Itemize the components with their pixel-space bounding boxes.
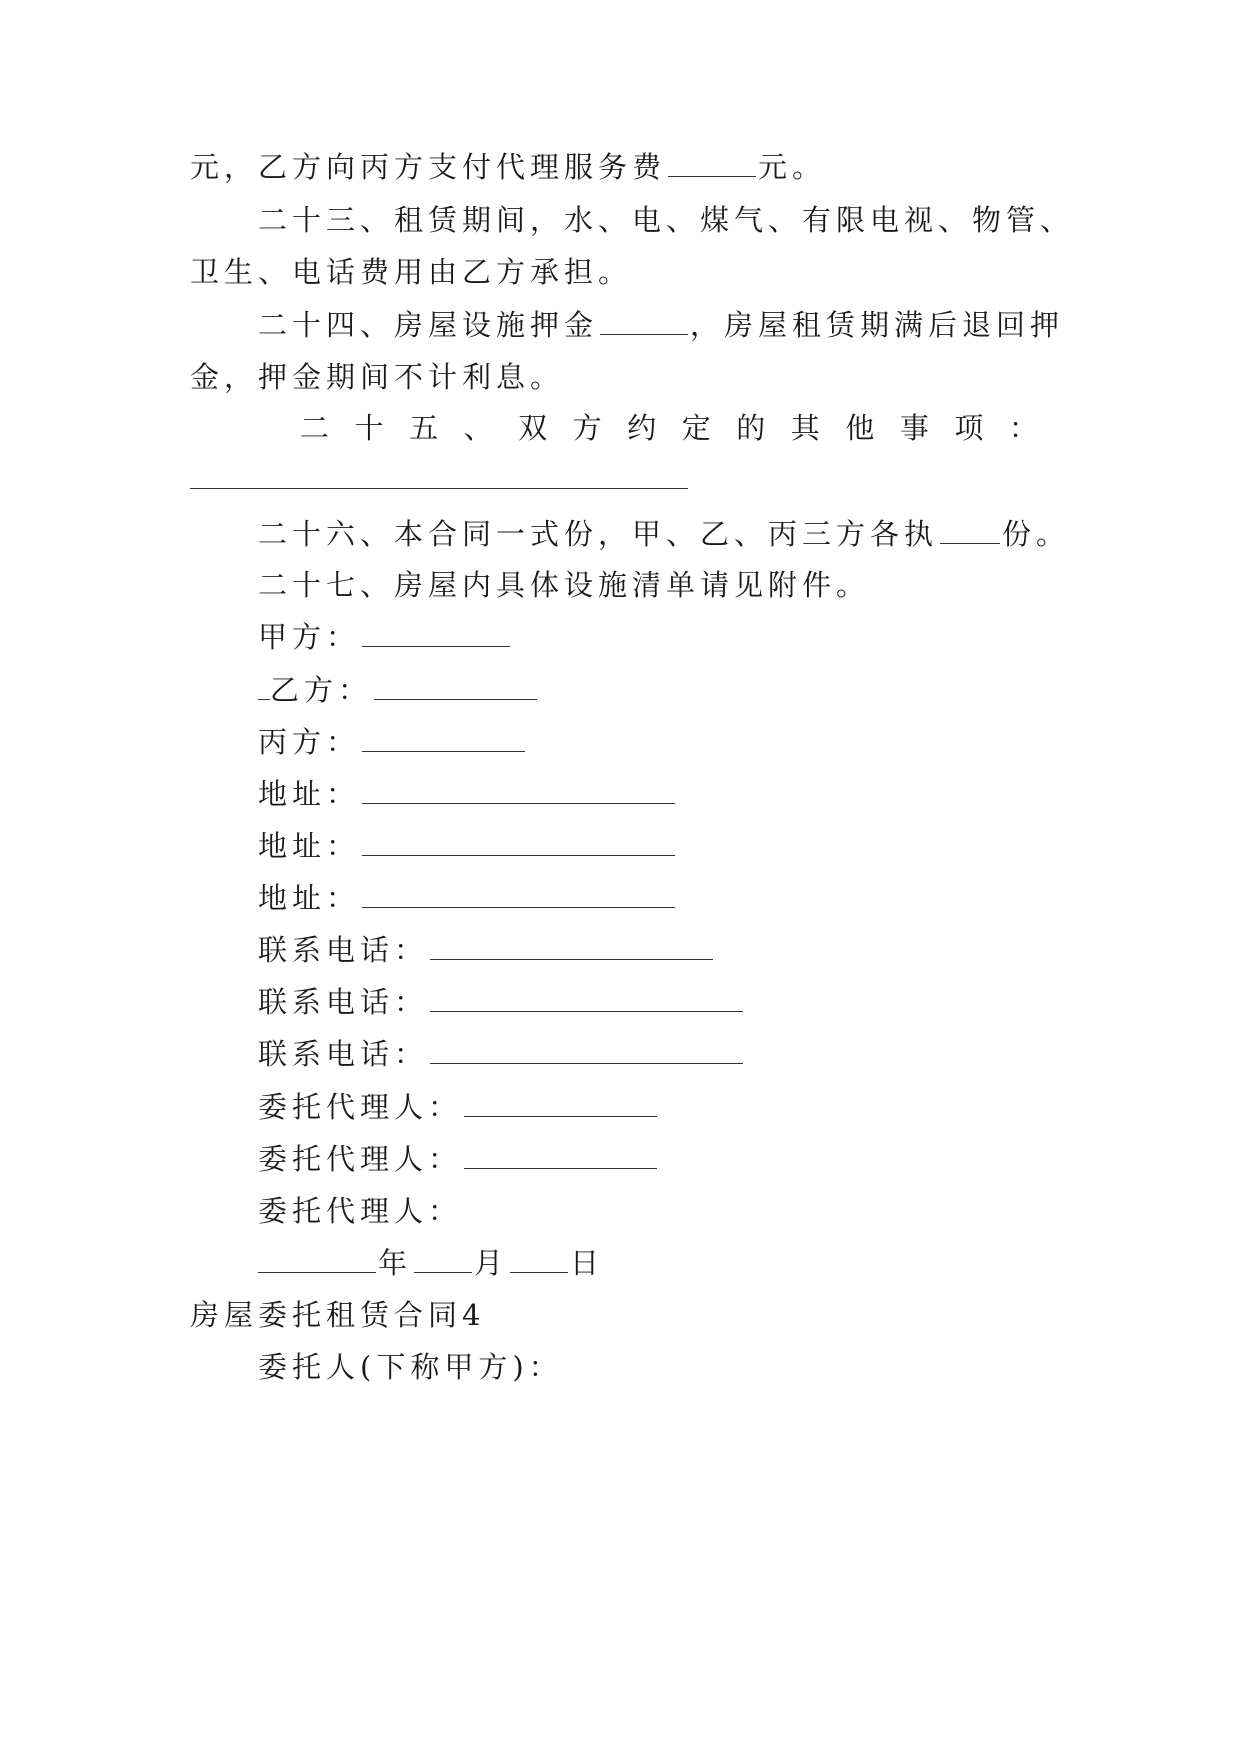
section-heading: 房屋委托租赁合同4 [190,1298,486,1332]
clause-24-line-1 [258,308,1064,342]
address-field-2[interactable] [362,831,675,856]
text-segment: 元，乙方向丙方支付代理服务费 [190,150,667,184]
char: 双 [518,411,548,445]
text-line-service-fee [190,150,826,184]
party-c-field[interactable] [362,727,525,752]
blank-other-matters[interactable] [190,488,688,489]
address-label: 地址： [258,777,361,811]
party-a-field[interactable] [362,622,510,647]
char: 定 [681,411,711,445]
blank-deposit[interactable] [600,310,688,335]
char: 二 [300,411,330,445]
phone-row-1 [258,933,715,967]
blank-copies[interactable] [940,519,1000,544]
party-b-label: 乙方： [270,673,373,707]
year-field[interactable] [258,1248,376,1273]
clause-23-line-1: 二十三、租赁期间，水、电、煤气、有限电视、物管、 [258,203,1075,237]
agent-field-1[interactable] [464,1092,657,1117]
leading-underscore [258,675,270,700]
phone-field-3[interactable] [430,1039,743,1064]
char: 他 [845,411,875,445]
party-a-label: 甲方： [258,620,361,654]
phone-row-3 [258,1037,745,1071]
agent-label: 委托代理人： [258,1194,463,1228]
char: ： [1008,411,1038,445]
text-segment: 份。 [1002,517,1071,551]
char: 五 [409,411,439,445]
char: 的 [736,411,766,445]
address-label: 地址： [258,829,361,863]
party-b-field[interactable] [374,675,537,700]
address-field-3[interactable] [362,883,675,908]
clause-25-line [300,411,1038,445]
agent-field-2[interactable] [464,1144,657,1169]
char: 方 [572,411,602,445]
address-row-3 [258,881,677,915]
party-b-row [258,673,539,707]
date-row [258,1246,604,1280]
char: 项 [954,411,984,445]
text-segment: ，房屋租赁期满后退回押 [690,308,1065,342]
agent-row-1 [258,1090,659,1124]
char: 约 [627,411,657,445]
char: 十 [354,411,384,445]
agent-row-3 [258,1194,462,1228]
phone-row-2 [258,985,745,1019]
day-field[interactable] [510,1248,568,1273]
party-c-label: 丙方： [258,725,361,759]
phone-field-1[interactable] [430,935,713,960]
clause-26-line [258,517,1070,551]
client-line: 委托人(下称甲方)： [258,1350,563,1384]
phone-field-2[interactable] [430,987,743,1012]
address-field-1[interactable] [362,779,675,804]
phone-label: 联系电话： [258,1037,429,1071]
char: 、 [463,411,493,445]
day-label: 日 [570,1246,605,1280]
text-segment: 二十六、本合同一式份，甲、乙、丙三方各执 [258,517,939,551]
agent-row-2 [258,1142,659,1176]
agent-label: 委托代理人： [258,1142,463,1176]
party-a-row [258,620,512,654]
address-label: 地址： [258,881,361,915]
char: 其 [790,411,820,445]
month-label: 月 [474,1246,509,1280]
address-row-1 [258,777,677,811]
clause-24-line-2: 金，押金期间不计利息。 [190,360,565,394]
text-segment: 元。 [758,150,827,184]
phone-label: 联系电话： [258,985,429,1019]
clause-23-line-2: 卫生、电话费用由乙方承担。 [190,255,633,289]
char: 事 [899,411,929,445]
agent-label: 委托代理人： [258,1090,463,1124]
address-row-2 [258,829,677,863]
year-label: 年 [378,1246,413,1280]
text-segment: 二十四、房屋设施押金 [258,308,599,342]
phone-label: 联系电话： [258,933,429,967]
party-c-row [258,725,527,759]
month-field[interactable] [414,1248,472,1273]
blank-service-fee[interactable] [668,152,756,177]
clause-27-line: 二十七、房屋内具体设施清单请见附件。 [258,568,871,602]
